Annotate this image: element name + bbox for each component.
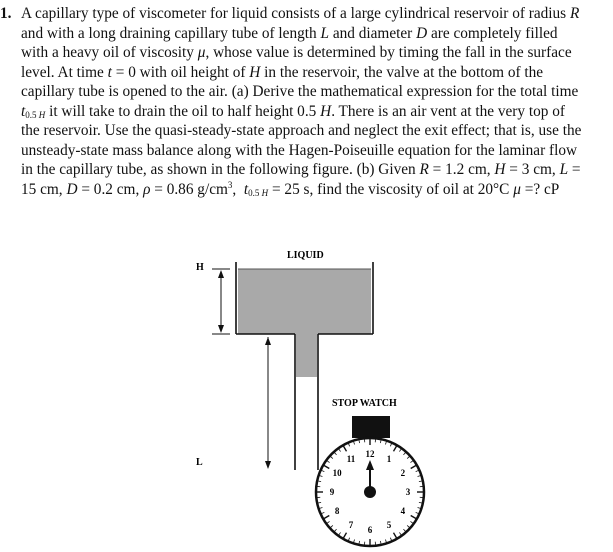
reservoir-liquid bbox=[238, 269, 371, 334]
dial-number: 6 bbox=[367, 525, 373, 535]
capillary-liquid bbox=[296, 334, 317, 377]
problem-line-6: $t_{0.5 H}$ it will take to drain the oil to half height 0.5 H. There is an air vent at the very top of bbox=[21, 102, 565, 120]
dial-number: 8 bbox=[334, 506, 340, 516]
stopwatch-crown bbox=[352, 416, 390, 438]
problem-line-5: capillary tube is opened to the air. (a) Derive the mathematical expression for the total time bbox=[21, 83, 579, 100]
dial-number: 9 bbox=[329, 487, 335, 497]
dial-number: 7 bbox=[348, 519, 354, 530]
dial-number: 2 bbox=[400, 468, 406, 478]
dial-number: 1 bbox=[386, 454, 392, 465]
problem-line-8: unsteady-state mass balance along with the Hagen-Poiseuille equation for the laminar flow bbox=[21, 141, 578, 159]
problem-line-10: 15 cm, D = 0.2 cm, ρ = 0.86 $g/cm^3$, $t_{0.5 H} = 25$ s, find the viscosity of oil at 20°C μ =? cP bbox=[21, 179, 560, 198]
dial-number: 3 bbox=[405, 487, 411, 497]
problem-line-7: the reservoir. Use the quasi-steady-state approach and neglect the exit effect; that is, use the bbox=[21, 122, 582, 139]
l-arrow-up bbox=[265, 337, 271, 345]
problem-line-3: with a heavy oil of viscosity μ, whose value is determined by timing the fall in the surface bbox=[21, 44, 572, 61]
l-arrow-down bbox=[265, 461, 271, 469]
line-1-text: A capillary type of viscometer for liquid consists of a large cylindrical reservoir of radius R bbox=[21, 5, 580, 22]
h-arrow-up bbox=[218, 270, 224, 278]
dial-number: 12 bbox=[365, 449, 375, 459]
stopwatch-hub bbox=[364, 486, 376, 498]
problem-line-9: in the capillary tube, as shown in the following figure. (b) Given R = 1.2 cm, H = 3 cm, L = bbox=[21, 161, 581, 178]
h-arrow-down bbox=[218, 325, 224, 333]
dial-number: 10 bbox=[332, 468, 342, 478]
l-label: L bbox=[196, 457, 203, 468]
problem-line-4: level. At time t = 0 with oil height of H in the reservoir, the valve at the bottom of the bbox=[21, 63, 544, 81]
h-label: H bbox=[196, 262, 204, 273]
problem-number: 1. bbox=[0, 5, 12, 22]
dial-number: 11 bbox=[346, 454, 356, 465]
problem-line-2: and with a long draining capillary tube of length L and diameter D are completely filled bbox=[21, 24, 558, 42]
liquid-label: LIQUID bbox=[287, 250, 324, 261]
dial-number: 5 bbox=[386, 519, 392, 530]
stopwatch-label: STOP WATCH bbox=[332, 398, 397, 409]
dial-number: 4 bbox=[400, 506, 406, 516]
